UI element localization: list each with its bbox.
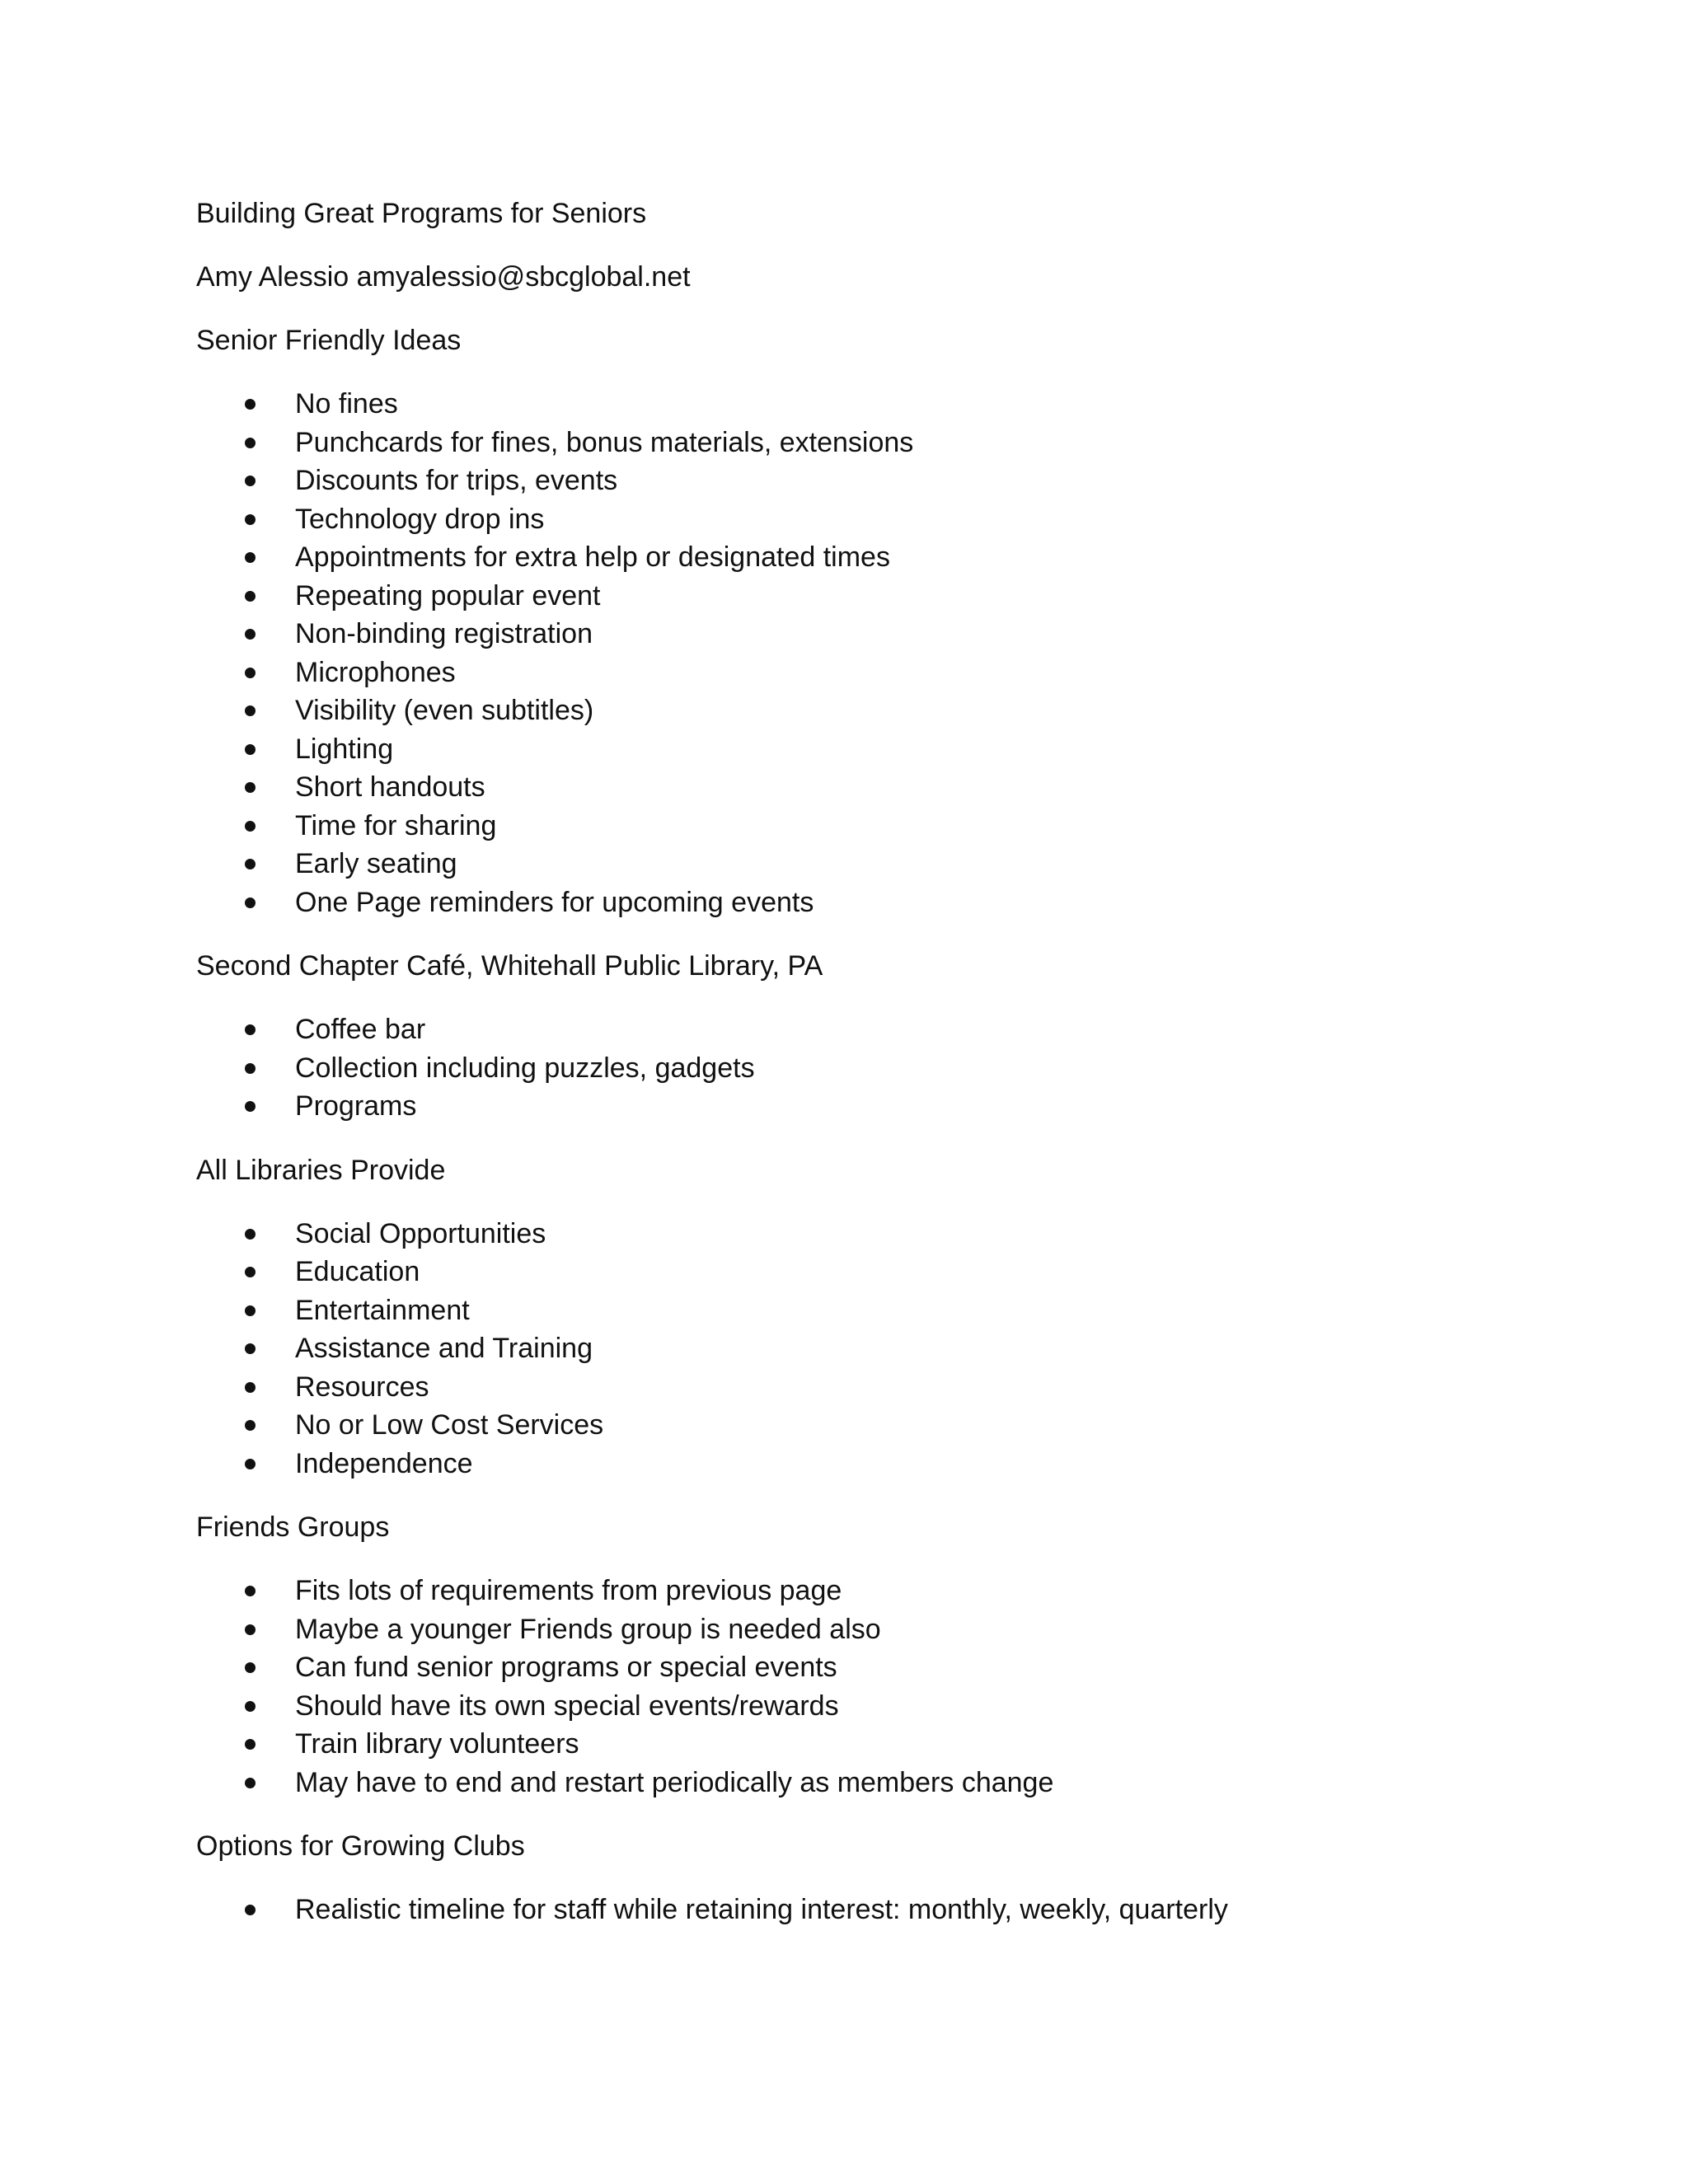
list-item-text: Maybe a younger Friends group is needed also xyxy=(295,1613,881,1645)
document-title: Building Great Programs for Seniors xyxy=(196,198,647,229)
list-item-text: Discounts for trips, events xyxy=(295,465,618,496)
bullet-icon xyxy=(245,705,256,716)
author-line: Amy Alessio amyalessio@sbcglobal.net xyxy=(196,261,691,293)
bullet-icon xyxy=(245,591,256,602)
list-item xyxy=(196,1291,1531,1330)
list-item xyxy=(196,768,1531,807)
list-item-text: Education xyxy=(295,1256,420,1287)
list-item-text: Coffee bar xyxy=(295,1014,426,1045)
bullet-list xyxy=(196,1891,1531,1929)
bullet-icon xyxy=(245,1267,256,1277)
list-item-text: Should have its own special events/rewards xyxy=(295,1690,839,1722)
section-heading: Friends Groups xyxy=(196,1511,390,1543)
bullet-icon xyxy=(245,1701,256,1712)
bullet-icon xyxy=(245,668,256,678)
bullet-icon xyxy=(245,1305,256,1316)
list-item-text: Train library volunteers xyxy=(295,1728,579,1760)
bullet-icon xyxy=(245,1343,256,1354)
list-item-text: Independence xyxy=(295,1447,473,1479)
section-heading: Options for Growing Clubs xyxy=(196,1830,525,1862)
list-item xyxy=(196,883,1531,922)
list-item-text: Short handouts xyxy=(295,771,485,803)
list-item-text: Realistic timeline for staff while retaining interest: monthly, weekly, quarterly xyxy=(295,1894,1228,1925)
list-item-text: Entertainment xyxy=(295,1294,470,1326)
bullet-icon xyxy=(245,744,256,755)
list-item-text: Early seating xyxy=(295,848,457,879)
bullet-icon xyxy=(245,1229,256,1240)
list-item xyxy=(196,730,1531,769)
list-item xyxy=(196,385,1531,424)
list-item xyxy=(196,1406,1531,1445)
list-item xyxy=(196,807,1531,846)
list-item-text: Can fund senior programs or special events xyxy=(295,1652,837,1683)
list-item xyxy=(196,538,1531,577)
list-item-text: Fits lots of requirements from previous page xyxy=(295,1575,842,1606)
bullet-icon xyxy=(245,552,256,563)
bullet-icon xyxy=(245,898,256,908)
bullet-icon xyxy=(245,1063,256,1074)
list-item-text: Technology drop ins xyxy=(295,503,545,535)
bullet-icon xyxy=(245,1459,256,1469)
bullet-icon xyxy=(245,1420,256,1431)
bullet-icon xyxy=(245,1624,256,1635)
list-item xyxy=(196,654,1531,692)
bullet-icon xyxy=(245,1778,256,1788)
list-item xyxy=(196,1725,1531,1764)
list-item xyxy=(196,1445,1531,1483)
bullet-icon xyxy=(245,1024,256,1035)
bullet-icon xyxy=(245,782,256,793)
list-item xyxy=(196,845,1531,883)
bullet-list xyxy=(196,1215,1531,1483)
bullet-icon xyxy=(245,1739,256,1750)
section-heading: Second Chapter Café, Whitehall Public Library, PA xyxy=(196,950,823,982)
list-item-text: Time for sharing xyxy=(295,809,497,841)
sections-container xyxy=(196,321,1531,1929)
bullet-icon xyxy=(245,821,256,832)
section-heading: All Libraries Provide xyxy=(196,1154,446,1186)
bullet-icon xyxy=(245,399,256,410)
list-item xyxy=(196,691,1531,730)
bullet-icon xyxy=(245,1586,256,1596)
list-item-text: Social Opportunities xyxy=(295,1217,546,1249)
bullet-icon xyxy=(245,1101,256,1112)
list-item xyxy=(196,1253,1531,1291)
list-item-text: Programs xyxy=(295,1090,417,1122)
list-item-text: Punchcards for fines, bonus materials, extensions xyxy=(295,426,914,458)
list-item xyxy=(196,500,1531,539)
bullet-list xyxy=(196,385,1531,921)
list-item xyxy=(196,1610,1531,1649)
bullet-icon xyxy=(245,1662,256,1673)
list-item xyxy=(196,577,1531,616)
list-item xyxy=(196,1215,1531,1254)
list-item xyxy=(196,1049,1531,1088)
section-heading: Senior Friendly Ideas xyxy=(196,325,462,356)
list-item xyxy=(196,1764,1531,1802)
list-item-text: May have to end and restart periodically as members change xyxy=(295,1766,1054,1798)
list-item-text: Resources xyxy=(295,1371,429,1403)
list-item-text: Repeating popular event xyxy=(295,579,601,612)
bullet-icon xyxy=(245,1382,256,1393)
list-item-text: Appointments for extra help or designated times xyxy=(295,541,890,573)
list-item xyxy=(196,1648,1531,1687)
bullet-icon xyxy=(245,859,256,869)
bullet-list xyxy=(196,1010,1531,1126)
list-item-text: Microphones xyxy=(295,656,456,688)
list-item xyxy=(196,1368,1531,1407)
list-item xyxy=(196,1087,1531,1126)
list-item xyxy=(196,1010,1531,1049)
document-body xyxy=(196,194,1531,1955)
list-item xyxy=(196,615,1531,654)
list-item-text: No fines xyxy=(295,388,398,419)
list-item-text: Visibility (even subtitles) xyxy=(295,695,594,726)
list-item xyxy=(196,462,1531,500)
list-item xyxy=(196,1572,1531,1610)
list-item-text: No or Low Cost Services xyxy=(295,1409,604,1441)
list-item xyxy=(196,424,1531,462)
list-item-text: Assistance and Training xyxy=(295,1333,593,1364)
bullet-icon xyxy=(245,438,256,448)
bullet-list xyxy=(196,1572,1531,1802)
list-item xyxy=(196,1329,1531,1368)
bullet-icon xyxy=(245,514,256,525)
bullet-icon xyxy=(245,1905,256,1915)
bullet-icon xyxy=(245,629,256,640)
list-item-text: Collection including puzzles, gadgets xyxy=(295,1052,755,1084)
list-item xyxy=(196,1891,1531,1929)
list-item-text: One Page reminders for upcoming events xyxy=(295,886,814,918)
list-item xyxy=(196,1687,1531,1726)
bullet-icon xyxy=(245,476,256,486)
list-item-text: Lighting xyxy=(295,733,394,765)
list-item-text: Non-binding registration xyxy=(295,618,593,649)
